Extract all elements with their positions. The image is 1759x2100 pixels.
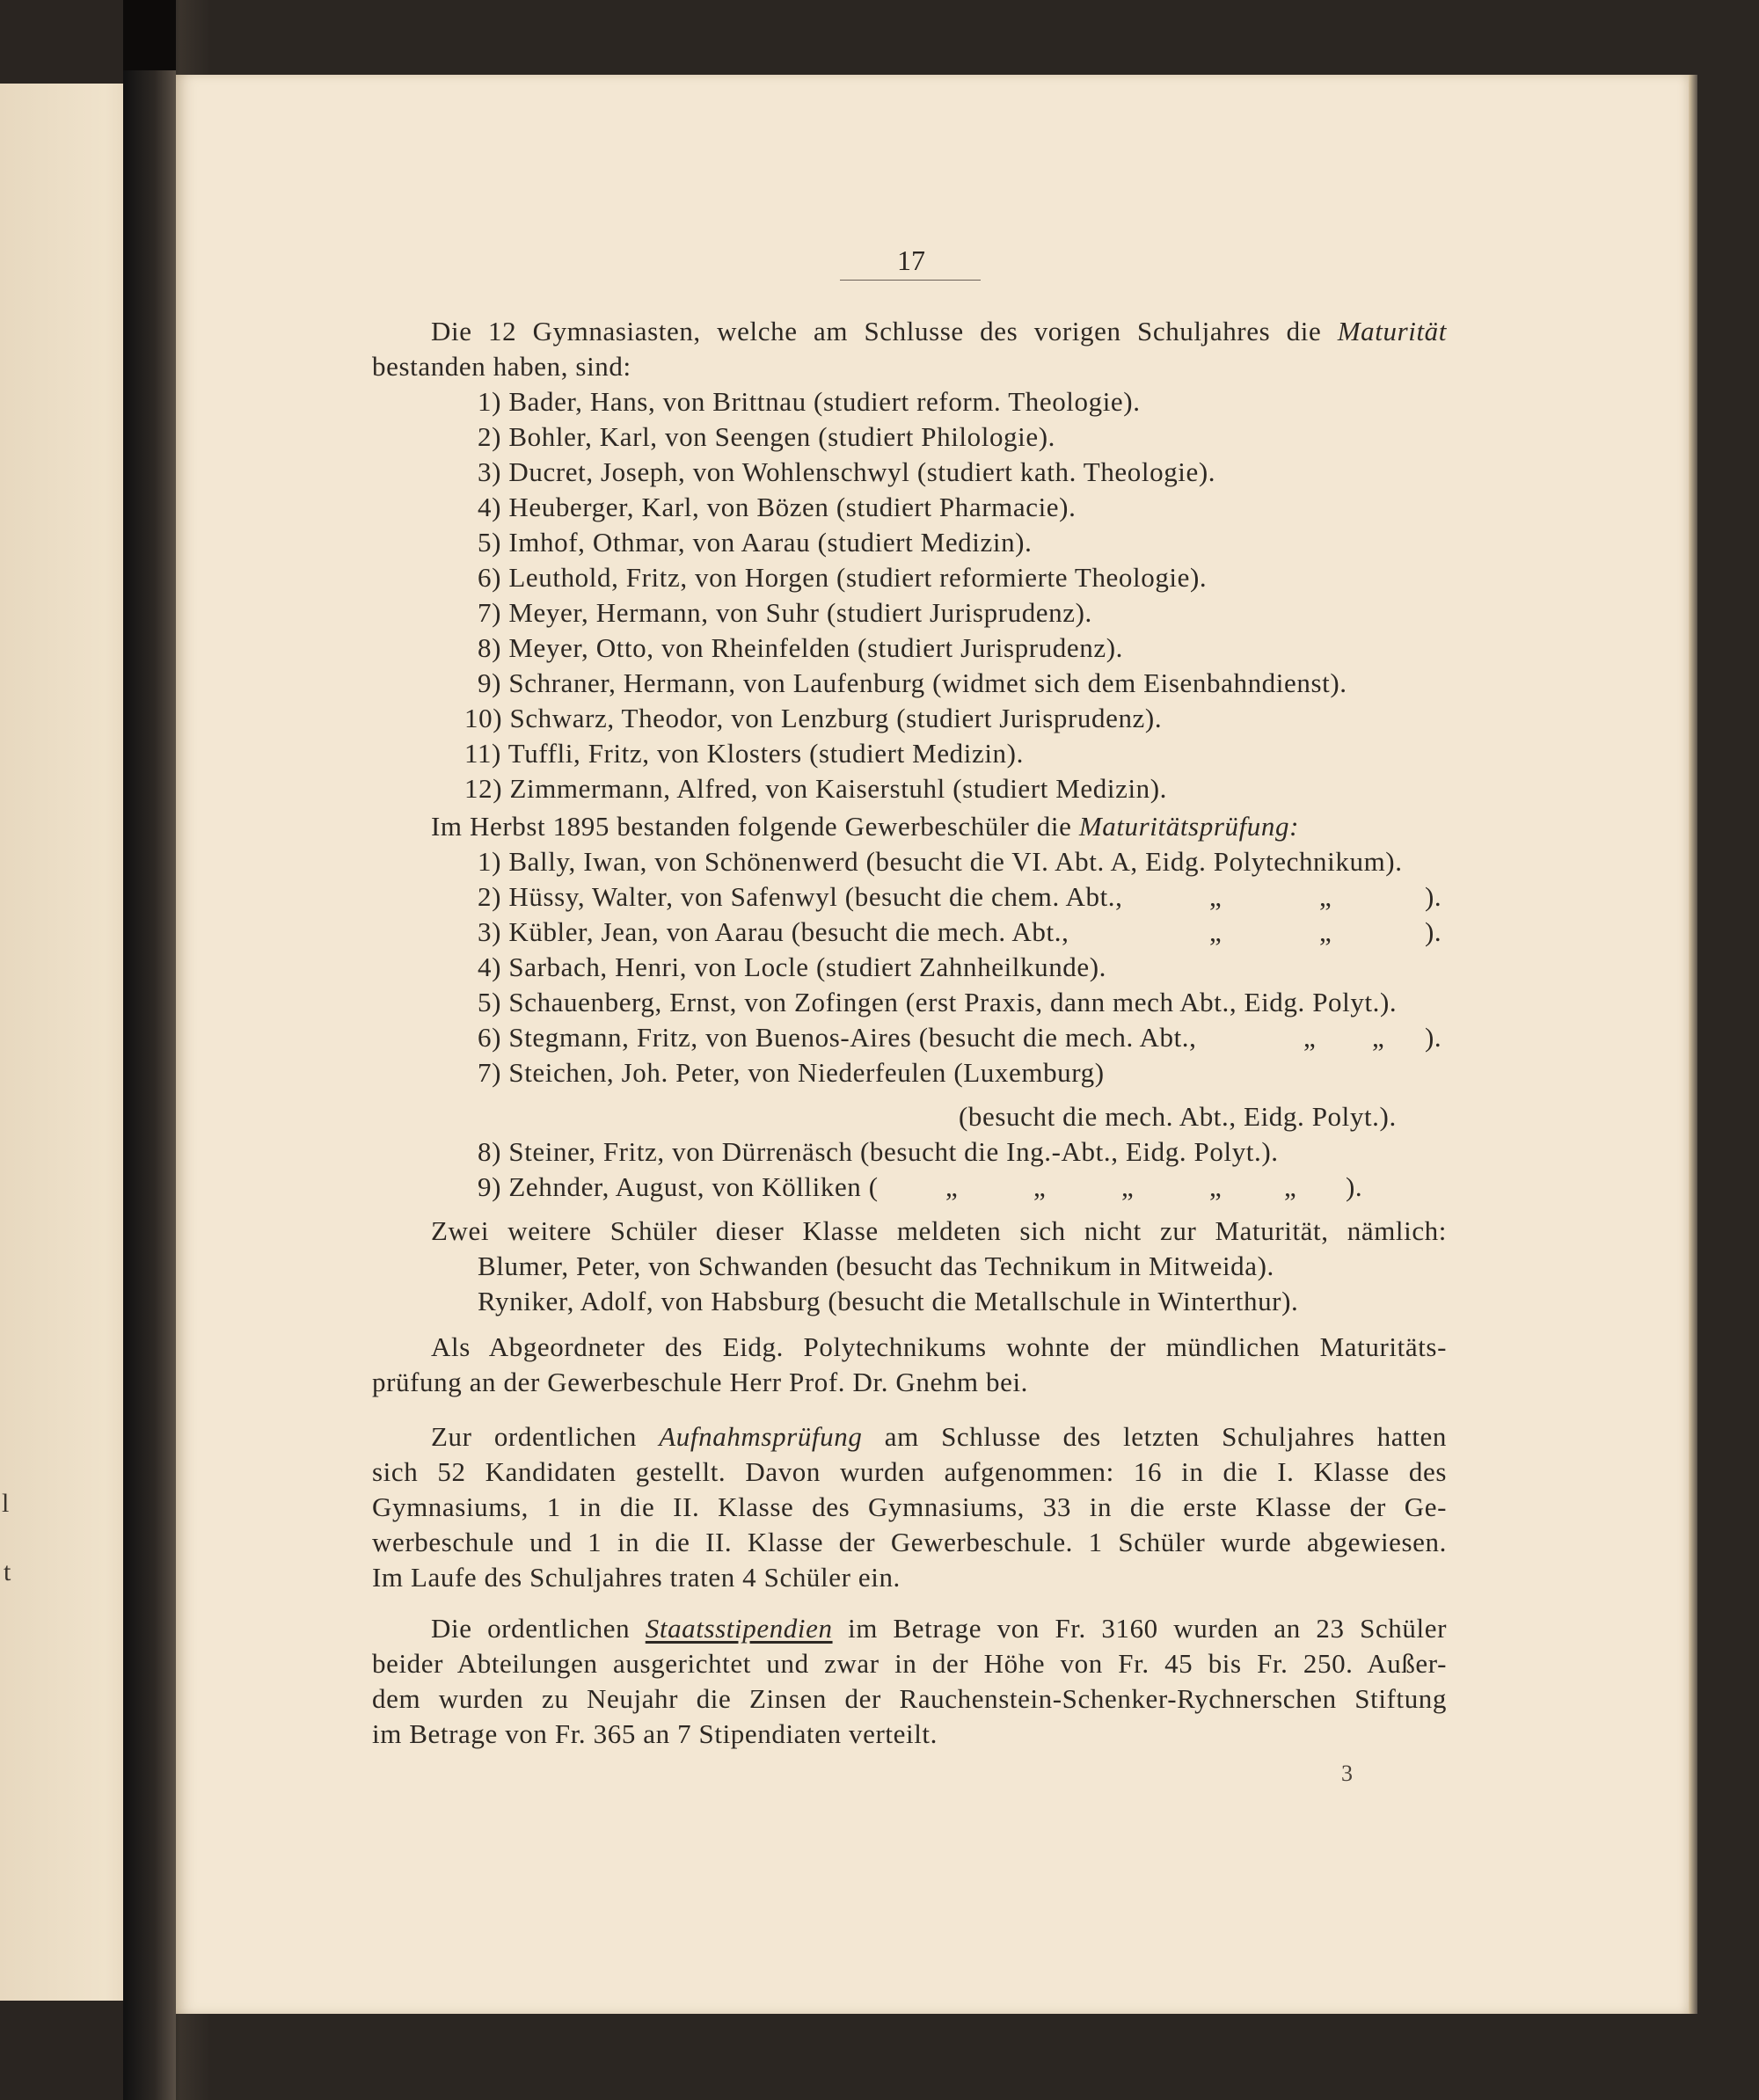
ditto-mark: „ (1303, 1022, 1317, 1053)
ditto-mark: „ (1121, 1171, 1135, 1202)
ditto-mark: „ (1033, 1171, 1047, 1202)
gymnasium-intro-line2: bestanden haben, sind: (372, 351, 631, 382)
paragraph-line: sich 52 Kandidaten gestellt. Davon wurden aufgenommen: 16 in die I. Klasse des (372, 1456, 1447, 1487)
paragraph-line: beider Abteilungen ausgerichtet und zwar in der Höhe von Fr. 45 bis Fr. 250. Außer- (372, 1648, 1447, 1679)
list-item: 10) Schwarz, Theodor, von Lenzburg (studiert Jurisprudenz). (464, 703, 1163, 733)
list-item: 5) Schauenberg, Ernst, von Zofingen (erst Praxis, dann mech Abt., Eidg. Polyt.). (478, 987, 1398, 1017)
list-item: 9) Schraner, Hermann, von Laufenburg (widmet sich dem Eisenbahndienst). (478, 667, 1347, 698)
list-item: 1) Bader, Hans, von Brittnau (studiert reform. Theologie). (478, 386, 1141, 417)
ditto-mark: „ (1209, 1171, 1223, 1202)
paragraph-line: Gymnasiums, 1 in die II. Klasse des Gymnasiums, 33 in die erste Klasse der Ge- (372, 1491, 1447, 1522)
ditto-mark: „ (1284, 1171, 1297, 1202)
paragraph-line: Im Laufe des Schuljahres traten 4 Schüler ein. (372, 1562, 901, 1593)
list-item: 8) Steiner, Fritz, von Dürrenäsch (besucht die Ing.-Abt., Eidg. Polyt.). (478, 1136, 1279, 1167)
list-item: 3) Ducret, Joseph, von Wohlenschwyl (studiert kath. Theologie). (478, 456, 1216, 487)
closing-mark: ). (1346, 1171, 1363, 1202)
ditto-mark: „ (1372, 1022, 1385, 1053)
list-item: 3) Kübler, Jean, von Aarau (besucht die mech. Abt., (478, 916, 1069, 947)
gewerbe-intro: Im Herbst 1895 bestanden folgende Gewerbeschüler die Maturitätsprüfung: (431, 811, 1300, 842)
closing-mark: ). (1425, 916, 1442, 947)
previous-page-fragment: l (2, 1489, 10, 1518)
paragraph-line: dem wurden zu Neujahr die Zinsen der Rauchenstein-Schenker-Rychnerschen Stiftung (372, 1683, 1447, 1714)
list-item: Ryniker, Adolf, von Habsburg (besucht die Metallschule in Winterthur). (478, 1286, 1299, 1316)
list-item: 2) Bohler, Karl, von Seengen (studiert Philologie). (478, 421, 1055, 452)
ditto-mark: „ (1209, 881, 1223, 912)
list-item: 7) Meyer, Hermann, von Suhr (studiert Jurisprudenz). (478, 597, 1092, 628)
header-rule (840, 280, 981, 281)
list-item: 5) Imhof, Othmar, von Aarau (studiert Medizin). (478, 527, 1033, 558)
list-item: 7) Steichen, Joh. Peter, von Niederfeulen (Luxemburg) (478, 1057, 1105, 1088)
list-item: 9) Zehnder, August, von Kölliken ( (478, 1171, 879, 1202)
list-item: 6) Leuthold, Fritz, von Horgen (studiert reformierte Theologie). (478, 562, 1208, 593)
page-edge (1689, 75, 1697, 2014)
list-item: 1) Bally, Iwan, von Schönenwerd (besucht die VI. Abt. A, Eidg. Polytechnikum). (478, 846, 1403, 877)
binding-tab (123, 0, 176, 70)
list-item: 4) Heuberger, Karl, von Bözen (studiert Pharmacie). (478, 492, 1077, 522)
gymnasium-intro: Die 12 Gymnasiasten, welche am Schlusse des vorigen Schuljahres die Maturität (431, 316, 1447, 346)
ditto-mark: „ (1209, 916, 1223, 947)
list-item: 4) Sarbach, Henri, von Locle (studiert Zahnheilkunde). (478, 952, 1107, 982)
list-item: 8) Meyer, Otto, von Rheinfelden (studiert Jurisprudenz). (478, 632, 1123, 663)
list-item: Blumer, Peter, von Schwanden (besucht das Technikum in Mitweida). (478, 1251, 1274, 1281)
ditto-mark: „ (1319, 916, 1332, 947)
list-item: 11) Tuffli, Fritz, von Klosters (studiert Medizin). (464, 738, 1024, 769)
previous-page-fragment: t (4, 1557, 11, 1586)
list-item-continuation: (besucht die mech. Abt., Eidg. Polyt.). (959, 1101, 1397, 1132)
list-item: 2) Hüssy, Walter, von Safenwyl (besucht die chem. Abt., (478, 881, 1123, 912)
ditto-mark: „ (945, 1171, 959, 1202)
list-item: 6) Stegmann, Fritz, von Buenos-Aires (besucht die mech. Abt., (478, 1022, 1197, 1053)
paragraph-line: Die ordentlichen Staatsstipendien im Betrage von Fr. 3160 wurden an 23 Schüler (431, 1613, 1447, 1644)
signature-mark: 3 (1341, 1761, 1353, 1786)
paragraph-line: Als Abgeordneter des Eidg. Polytechnikums wohnte der mündlichen Maturitäts- (431, 1331, 1447, 1362)
paragraph-line: prüfung an der Gewerbeschule Herr Prof. Dr. Gnehm bei. (372, 1367, 1029, 1397)
book-binding (123, 0, 176, 2100)
not-registered-intro: Zwei weitere Schüler dieser Klasse meldeten sich nicht zur Maturität, nämlich: (431, 1215, 1447, 1246)
closing-mark: ). (1425, 1022, 1442, 1053)
ditto-mark: „ (1319, 881, 1332, 912)
closing-mark: ). (1425, 881, 1442, 912)
page-number: 17 (897, 244, 925, 276)
paragraph-line: Zur ordentlichen Aufnahmsprüfung am Schlusse des letzten Schuljahres hatten (431, 1421, 1447, 1452)
paragraph-line: werbeschule und 1 in die II. Klasse der Gewerbeschule. 1 Schüler wurde abgewiesen. (372, 1527, 1447, 1557)
list-item: 12) Zimmermann, Alfred, von Kaiserstuhl (studiert Medizin). (464, 773, 1168, 804)
paragraph-line: im Betrage von Fr. 365 an 7 Stipendiaten verteilt. (372, 1718, 938, 1749)
